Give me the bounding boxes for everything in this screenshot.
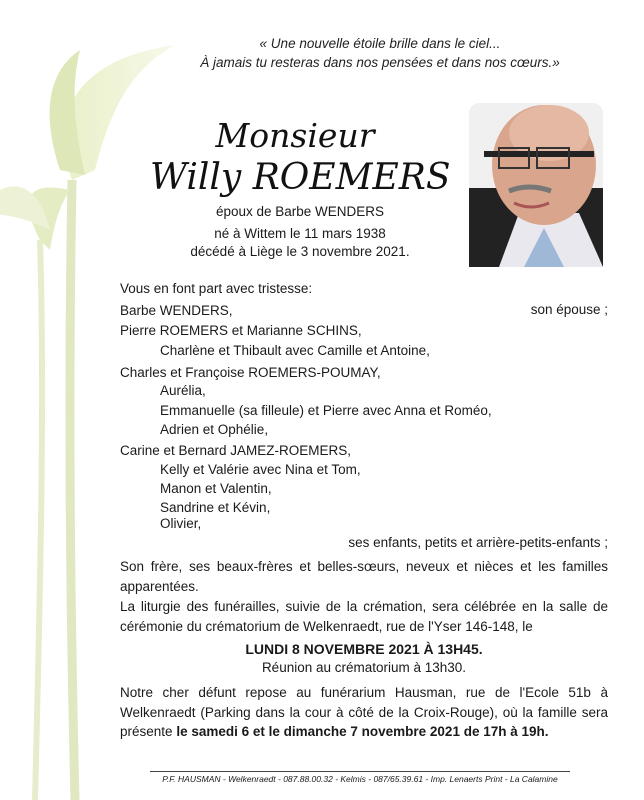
spouse-label: son épouse ; [530, 302, 608, 317]
family-member: Charlène et Thibault avec Camille et Antoine, [160, 343, 430, 358]
siblings-text: Son frère, ses beaux-frères et belles-sœurs, neveux et nièces et les familles apparentées. [120, 559, 608, 594]
deceased-name: Willy ROEMERS [150, 157, 451, 198]
rest-text [120, 683, 608, 742]
family-member: Sandrine et Kévin, [160, 500, 271, 515]
children-label: ses enfants, petits et arrière-petits-enfants ; [348, 535, 608, 550]
family-member: Manon et Valentin, [160, 481, 272, 496]
quote-line-2: À jamais tu resteras dans nos pensées et dans nos cœurs.» [200, 55, 560, 70]
family-member: Olivier, [160, 516, 202, 531]
spouse-detail: époux de Barbe WENDERS [215, 204, 385, 219]
liturgy-text: La liturgie des funérailles, suivie de la crémation, sera célébrée en la salle de cérémonie du crématorium de Welkenraedt, rue de l'Yser 146-148, le [120, 599, 608, 634]
footer-credits: P.F. HAUSMAN - Welkenraedt - 087.88.00.32 - Kelmis - 087/65.39.61 - Imp. Lenaerts Print - La Calamine [150, 771, 570, 784]
quote-line-1: « Une nouvelle étoile brille dans le ciel... [259, 36, 501, 51]
family-member: Pierre ROEMERS et Marianne SCHINS, [120, 323, 362, 338]
family-member: Aurélia, [160, 383, 206, 398]
family-member: Emmanuelle (sa filleule) et Pierre avec Anna et Roméo, [160, 403, 492, 418]
funeral-date: LUNDI 8 NOVEMBRE 2021 À 13H45. [245, 641, 483, 657]
family-member: Charles et Françoise ROEMERS-POUMAY, [120, 365, 381, 380]
rest-description: Notre cher défunt repose au funérarium Hausman, rue de l'Ecole 51b à Welkenraedt (Parking dans la cour à côté de la Croix-Rouge), où la famille sera présente [120, 685, 608, 739]
birth-detail: né à Wittem le 11 mars 1938 [214, 226, 386, 241]
intro-text: Vous en font part avec tristesse: [120, 281, 313, 296]
visiting-dates: le samedi 6 et le dimanche 7 novembre 2021 de 17h à 19h. [176, 724, 549, 739]
portrait-photo [469, 103, 603, 267]
family-member: Barbe WENDERS, [120, 303, 233, 318]
death-detail: décédé à Liège le 3 novembre 2021. [190, 244, 410, 259]
family-member: Carine et Bernard JAMEZ-ROEMERS, [120, 443, 352, 458]
family-member: Adrien et Ophélie, [160, 422, 269, 437]
meeting-text: Réunion au crématorium à 13h30. [261, 660, 467, 675]
civility: Monsieur [215, 116, 375, 155]
family-member: Kelly et Valérie avec Nina et Tom, [160, 462, 361, 477]
